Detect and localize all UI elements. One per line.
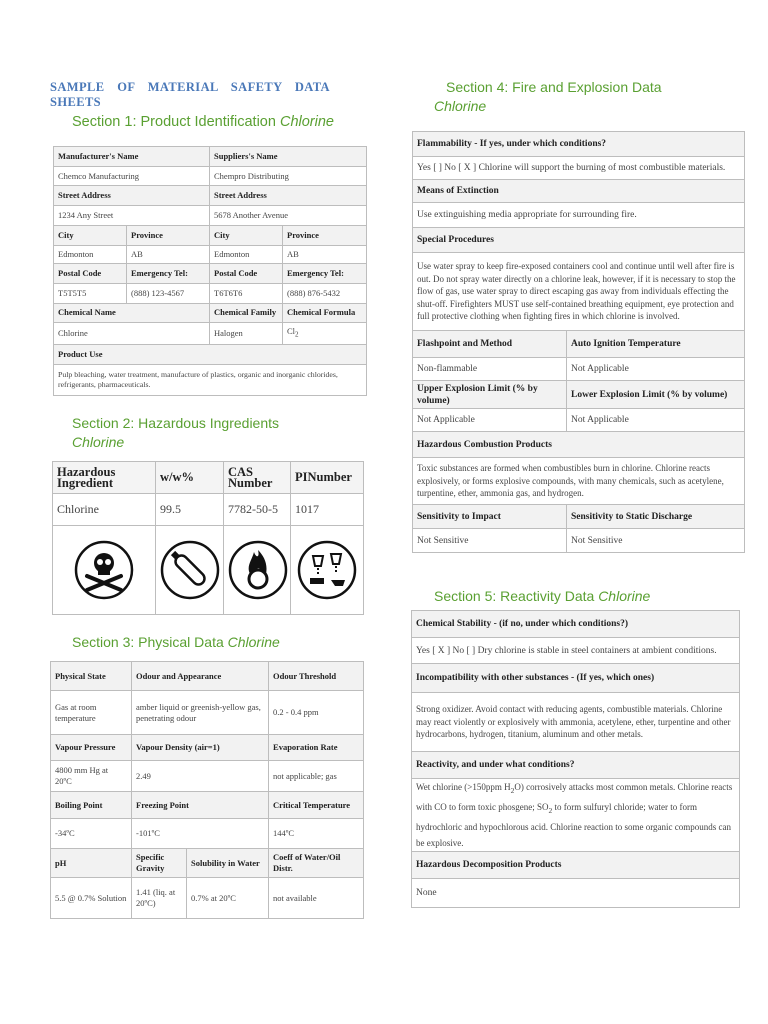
decomposition-value: None	[412, 878, 740, 907]
special-procedures-value: Use water spray to keep fire-exposed containers cool and continue until well after fire is out. Do not spray water directly on a chlorine leak, however, if it is necessary to stop the flow of gas, use water spray to direct escaping gas away from individuals effecting the shut-off. Firefighters MUST use self-contained breathing equipment, eye protection and full protective clothing when fighting fires in which chlorine is involved.	[413, 253, 745, 331]
chemical-name-label: Chemical Name	[54, 303, 210, 323]
boiling-value: -34ºC	[51, 819, 132, 849]
reactivity-sub-b: 2	[548, 805, 553, 815]
coeff-label: Coeff of Water/Oil Distr.	[269, 849, 364, 878]
impact-label: Sensitivity to Impact	[413, 505, 567, 529]
province-value-2: AB	[283, 245, 367, 264]
compressed-gas-pictogram-cell	[156, 526, 224, 615]
stability-label: Chemical Stability - (if no, under which conditions?)	[412, 611, 740, 638]
critical-label: Critical Temperature	[269, 792, 364, 819]
lower-explosion-label: Lower Explosion Limit (% by volume)	[567, 381, 745, 409]
upper-explosion-value: Not Applicable	[413, 409, 567, 432]
combustion-products-label: Hazardous Combustion Products	[413, 432, 745, 458]
city-value-2: Edmonton	[210, 245, 283, 264]
emergency-label: Emergency Tel:	[127, 264, 210, 284]
formula-main: Cl	[287, 326, 296, 337]
ph-value: 5.5 @ 0.7% Solution	[51, 878, 132, 919]
section2-heading-text: Section 2: Hazardous Ingredients	[72, 415, 280, 431]
upper-explosion-label: Upper Explosion Limit (% by volume)	[413, 381, 567, 409]
compressed-gas-icon	[160, 540, 220, 600]
section1-heading-text: Section 1: Product Identification	[72, 114, 276, 130]
ingredient-header: Hazardous Ingredient	[53, 462, 156, 494]
reactivity-table	[411, 610, 740, 908]
tel-value-1: (888) 123-4567	[127, 283, 210, 303]
specific-gravity-value: 1.41 (liq. at 20ºC)	[132, 878, 187, 919]
stability-value: Yes [ X ] No [ ] Dry chlorine is stable in steel containers at ambient conditions.	[412, 638, 740, 664]
supplier-value: Chempro Distributing	[210, 166, 367, 186]
special-procedures-label: Special Procedures	[413, 228, 745, 253]
physical-data-table	[50, 661, 364, 919]
chemical-formula-value	[283, 323, 367, 345]
physical-state-label: Physical State	[51, 662, 132, 691]
physical-state-value: Gas at room temperature	[51, 691, 132, 735]
reactivity-text-b: O) corrosively attacks most common metals. Chlorine reacts with CO to form toxic phosgene; SO	[416, 782, 733, 812]
section2-chemical: Chlorine	[72, 434, 125, 450]
ingredient-value: Chlorine	[53, 494, 156, 526]
tel-value-2: (888) 876-5432	[283, 283, 367, 303]
document-title: SAMPLE OF MATERIAL SAFETY DATA SHEETS	[50, 80, 330, 109]
decomposition-label: Hazardous Decomposition Products	[412, 851, 740, 878]
extinction-label: Means of Extinction	[413, 180, 745, 203]
odour-threshold-value: 0.2 - 0.4 ppm	[269, 691, 364, 735]
postal-label-2: Postal Code	[210, 264, 283, 284]
street-value-1: 1234 Any Street	[54, 206, 210, 226]
corrosive-pictogram-cell	[291, 526, 364, 615]
specific-gravity-label: Specific Gravity	[132, 849, 187, 878]
vapour-pressure-value: 4800 mm Hg at 20ºC	[51, 761, 132, 792]
incompatibility-label: Incompatibility with other substances - (If yes, which ones)	[412, 664, 740, 693]
reactivity-text-c: to form sulfuryl chloride; water to form hydrochloric and hypochlorous acid. Chlorine reaction to some organic compounds can be explosive.	[416, 801, 731, 848]
corrosive-icon	[297, 540, 357, 600]
section4-chemical: Chlorine	[434, 98, 487, 114]
street-label-2: Street Address	[210, 186, 367, 206]
oxidizer-pictogram-cell	[224, 526, 291, 615]
autoignition-label: Auto Ignition Temperature	[567, 331, 745, 358]
extinction-value: Use extinguishing media appropriate for surrounding fire.	[413, 203, 745, 228]
cas-value: 7782-50-5	[224, 494, 291, 526]
manufacturer-label: Manufacturer's Name	[54, 147, 210, 167]
solubility-label: Solubility in Water	[187, 849, 269, 878]
section5-heading-text: Section 5: Reactivity Data	[434, 588, 595, 604]
flashpoint-label: Flashpoint and Method	[413, 331, 567, 358]
city-value-1: Edmonton	[54, 245, 127, 264]
section2-heading	[72, 414, 332, 452]
postal-value-2: T6T6T6	[210, 283, 283, 303]
street-value-2: 5678 Another Avenue	[210, 206, 367, 226]
combustion-products-value: Toxic substances are formed when combustibles burn in chlorine. Chlorine reacts explosively, or forms explosive compounds, with many chemicals, such as acetylene, turpentine, ether, ammonia gas, and hydrogen.	[413, 458, 745, 505]
section4-heading-text: Section 4: Fire and Explosion Data	[446, 79, 662, 95]
vapour-pressure-label: Vapour Pressure	[51, 735, 132, 761]
section1-heading	[72, 113, 334, 132]
autoignition-value: Not Applicable	[567, 358, 745, 381]
reactivity-label: Reactivity, and under what conditions?	[412, 752, 740, 779]
impact-value: Not Sensitive	[413, 529, 567, 553]
coeff-value: not available	[269, 878, 364, 919]
section4-heading	[434, 78, 734, 116]
flammability-label: Flammability - If yes, under which conditions?	[413, 132, 745, 157]
odour-label: Odour and Appearance	[132, 662, 269, 691]
ph-label: pH	[51, 849, 132, 878]
chemical-family-value: Halogen	[210, 323, 283, 345]
odour-threshold-label: Odour Threshold	[269, 662, 364, 691]
postal-value-1: T5T5T5	[54, 283, 127, 303]
chemical-family-label: Chemical Family	[210, 303, 283, 323]
section1-chemical: Chlorine	[279, 114, 334, 130]
chemical-formula-label: Chemical Formula	[283, 303, 367, 323]
pin-value: 1017	[291, 494, 364, 526]
evaporation-value: not applicable; gas	[269, 761, 364, 792]
flammability-value: Yes [ ] No [ X ] Chlorine will support the burning of most combustible materials.	[413, 157, 745, 180]
section5-chemical: Chlorine	[598, 588, 651, 604]
section3-heading	[72, 633, 280, 652]
vapour-density-value: 2.49	[132, 761, 269, 792]
manufacturer-value: Chemco Manufacturing	[54, 166, 210, 186]
reactivity-value	[412, 779, 740, 852]
product-use-value: Pulp bleaching, water treatment, manufacture of plastics, organic and inorganic chlorides, refrigerants, pharmaceuticals.	[54, 364, 367, 395]
vapour-density-label: Vapour Density (air=1)	[132, 735, 269, 761]
freezing-value: -101ºC	[132, 819, 269, 849]
oxidizer-icon	[228, 540, 288, 600]
emergency-label-2: Emergency Tel:	[283, 264, 367, 284]
street-label: Street Address	[54, 186, 210, 206]
hazardous-ingredients-table	[52, 461, 364, 615]
ww-value: 99.5	[156, 494, 224, 526]
supplier-label: Suppliers's Name	[210, 147, 367, 167]
static-value: Not Sensitive	[567, 529, 745, 553]
section3-chemical: Chlorine	[227, 634, 280, 650]
evaporation-label: Evaporation Rate	[269, 735, 364, 761]
odour-value: amber liquid or greenish-yellow gas, penetrating odour	[132, 691, 269, 735]
cas-header: CAS Number	[224, 462, 291, 494]
solubility-value: 0.7% at 20ºC	[187, 878, 269, 919]
product-use-label: Product Use	[54, 345, 367, 365]
lower-explosion-value: Not Applicable	[567, 409, 745, 432]
fire-explosion-table	[412, 131, 745, 553]
boiling-label: Boiling Point	[51, 792, 132, 819]
section3-heading-text: Section 3: Physical Data	[72, 634, 224, 650]
city-label-2: City	[210, 225, 283, 245]
static-label: Sensitivity to Static Discharge	[567, 505, 745, 529]
postal-label: Postal Code	[54, 264, 127, 284]
reactivity-sub-a: 2	[510, 785, 515, 795]
incompatibility-value: Strong oxidizer. Avoid contact with reducing agents, combustible materials. Chlorine may react violently or explosively with ammonia, acetylene, ether, turpentine and other hydrocarbons, hydrogen, titanium, aluminum and other metals.	[412, 693, 740, 752]
flashpoint-value: Non-flammable	[413, 358, 567, 381]
critical-value: 144ºC	[269, 819, 364, 849]
product-identification-table	[53, 146, 367, 396]
poison-pictogram-cell	[53, 526, 156, 615]
city-label: City	[54, 225, 127, 245]
reactivity-text-a: Wet chlorine (>150ppm H	[416, 782, 511, 792]
poison-icon	[74, 540, 134, 600]
chemical-name-value: Chlorine	[54, 323, 210, 345]
province-value-1: AB	[127, 245, 210, 264]
freezing-label: Freezing Point	[132, 792, 269, 819]
ww-header: w/w%	[156, 462, 224, 494]
province-label-2: Province	[283, 225, 367, 245]
formula-subscript: 2	[295, 331, 299, 340]
section5-heading	[434, 587, 650, 606]
pin-header: PINumber	[291, 462, 364, 494]
province-label: Province	[127, 225, 210, 245]
